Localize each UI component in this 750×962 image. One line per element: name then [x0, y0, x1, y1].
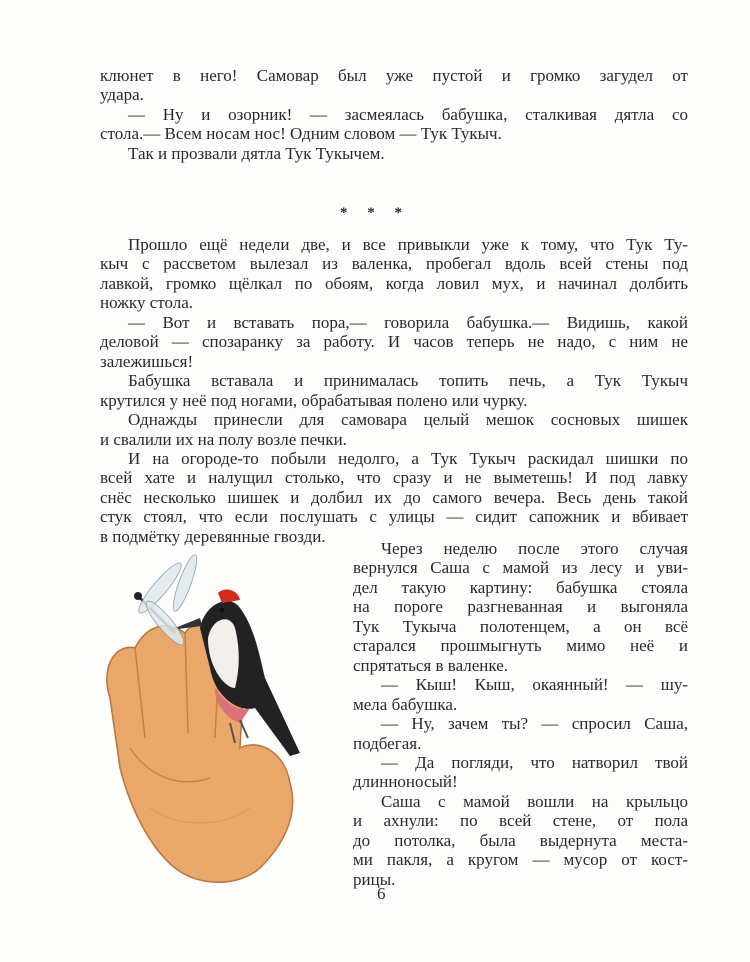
text-line: Через неделю после этого случая	[381, 539, 688, 558]
text-line: — Ну, зачем ты? — спросил Саша,	[381, 714, 688, 734]
text-line: Прошло ещё недели две, и все привыкли уже к тому, что Тук Ту-	[128, 235, 688, 254]
text-line: ножку стола.	[100, 293, 193, 313]
text-line: спрятаться в валенке.	[353, 655, 509, 675]
text-line: дел такую картину: бабушка стояла	[353, 577, 688, 597]
text-line: деловой — спозаранку за работу. И часов теперь не надо, с ним не	[100, 332, 688, 352]
text-line: — Кыш! Кыш, окаянный! — шу-	[381, 675, 688, 695]
text-line: рицы.	[353, 869, 396, 889]
text-line: снёс несколько шишек и долбил их до самого вечера. Весь день такой	[100, 487, 688, 507]
text-line: ми пакля, а кругом — мусор от кост-	[353, 850, 688, 870]
text-line: Бабушка вставала и принималась топить печь, а Тук Тукыч	[128, 371, 688, 391]
text-line: залежишься!	[100, 351, 194, 371]
text-line: стук стоял, что если послушать с улицы — сидит сапожник и вбивает	[100, 507, 688, 527]
text-line: подбегая.	[353, 733, 422, 753]
page-number: 6	[377, 884, 386, 903]
text-line: кыч с рассветом вылезал из валенка, пробегал вдоль всей стены под	[100, 254, 688, 274]
text-line: крутился у неё под ногами, обрабатывая полено или чурку.	[100, 390, 528, 410]
text-line: клюнет в него! Самовар был уже пустой и громко загудел от	[100, 66, 688, 85]
text-line: всей хате и налущил столько, что сразу и не выметешь! И под лавку	[100, 468, 688, 488]
text-line: — Ну и озорник! — засмеялась бабушка, сталкивая дятла со	[128, 104, 688, 124]
text-line: И на огороде-то побыли недолго, а Тук Тукыч раскидал шишки по	[128, 448, 688, 468]
text-line: мела бабушка.	[353, 694, 458, 714]
text-line: вернулся Саша с мамой из лесу и уви-	[353, 558, 688, 578]
text-line: Тук Тукыча полотенцем, а он всё	[353, 616, 688, 636]
hand-illustration	[107, 623, 293, 882]
text-line: Однажды принесли для самовара целый мешок сосновых шишек	[128, 410, 688, 430]
text-line: на пороге разгневанная и выгоняла	[353, 597, 688, 617]
text-line: Так и прозвали дятла Тук Тукычем.	[128, 143, 385, 163]
section-separator: * * *	[340, 205, 410, 221]
text-line: старался прошмыгнуть мимо неё и	[353, 636, 688, 656]
text-line: — Да погляди, что натворил твой	[381, 752, 688, 772]
text-line: стола.— Всем носам нос! Одним словом — Тук Тукыч.	[100, 124, 502, 144]
text-line: и свалили их на полу возле печки.	[100, 429, 347, 449]
text-line: лавкой, громко щёлкал по обоям, когда ловил мух, и начинал долбить	[100, 273, 688, 293]
woodpecker-on-hand-illustration	[90, 548, 320, 888]
text-line: длинноносый!	[353, 772, 458, 792]
text-line: удара.	[100, 85, 144, 105]
text-line: в подмётку деревянные гвозди.	[100, 526, 326, 546]
text-line: до потолка, была выдернута места-	[353, 830, 688, 850]
text-line: — Вот и вставать пора,— говорила бабушка.— Видишь, какой	[128, 312, 688, 332]
text-line: Саша с мамой вошли на крыльцо	[381, 791, 688, 811]
text-line: и ахнули: по всей стене, от пола	[353, 811, 688, 831]
